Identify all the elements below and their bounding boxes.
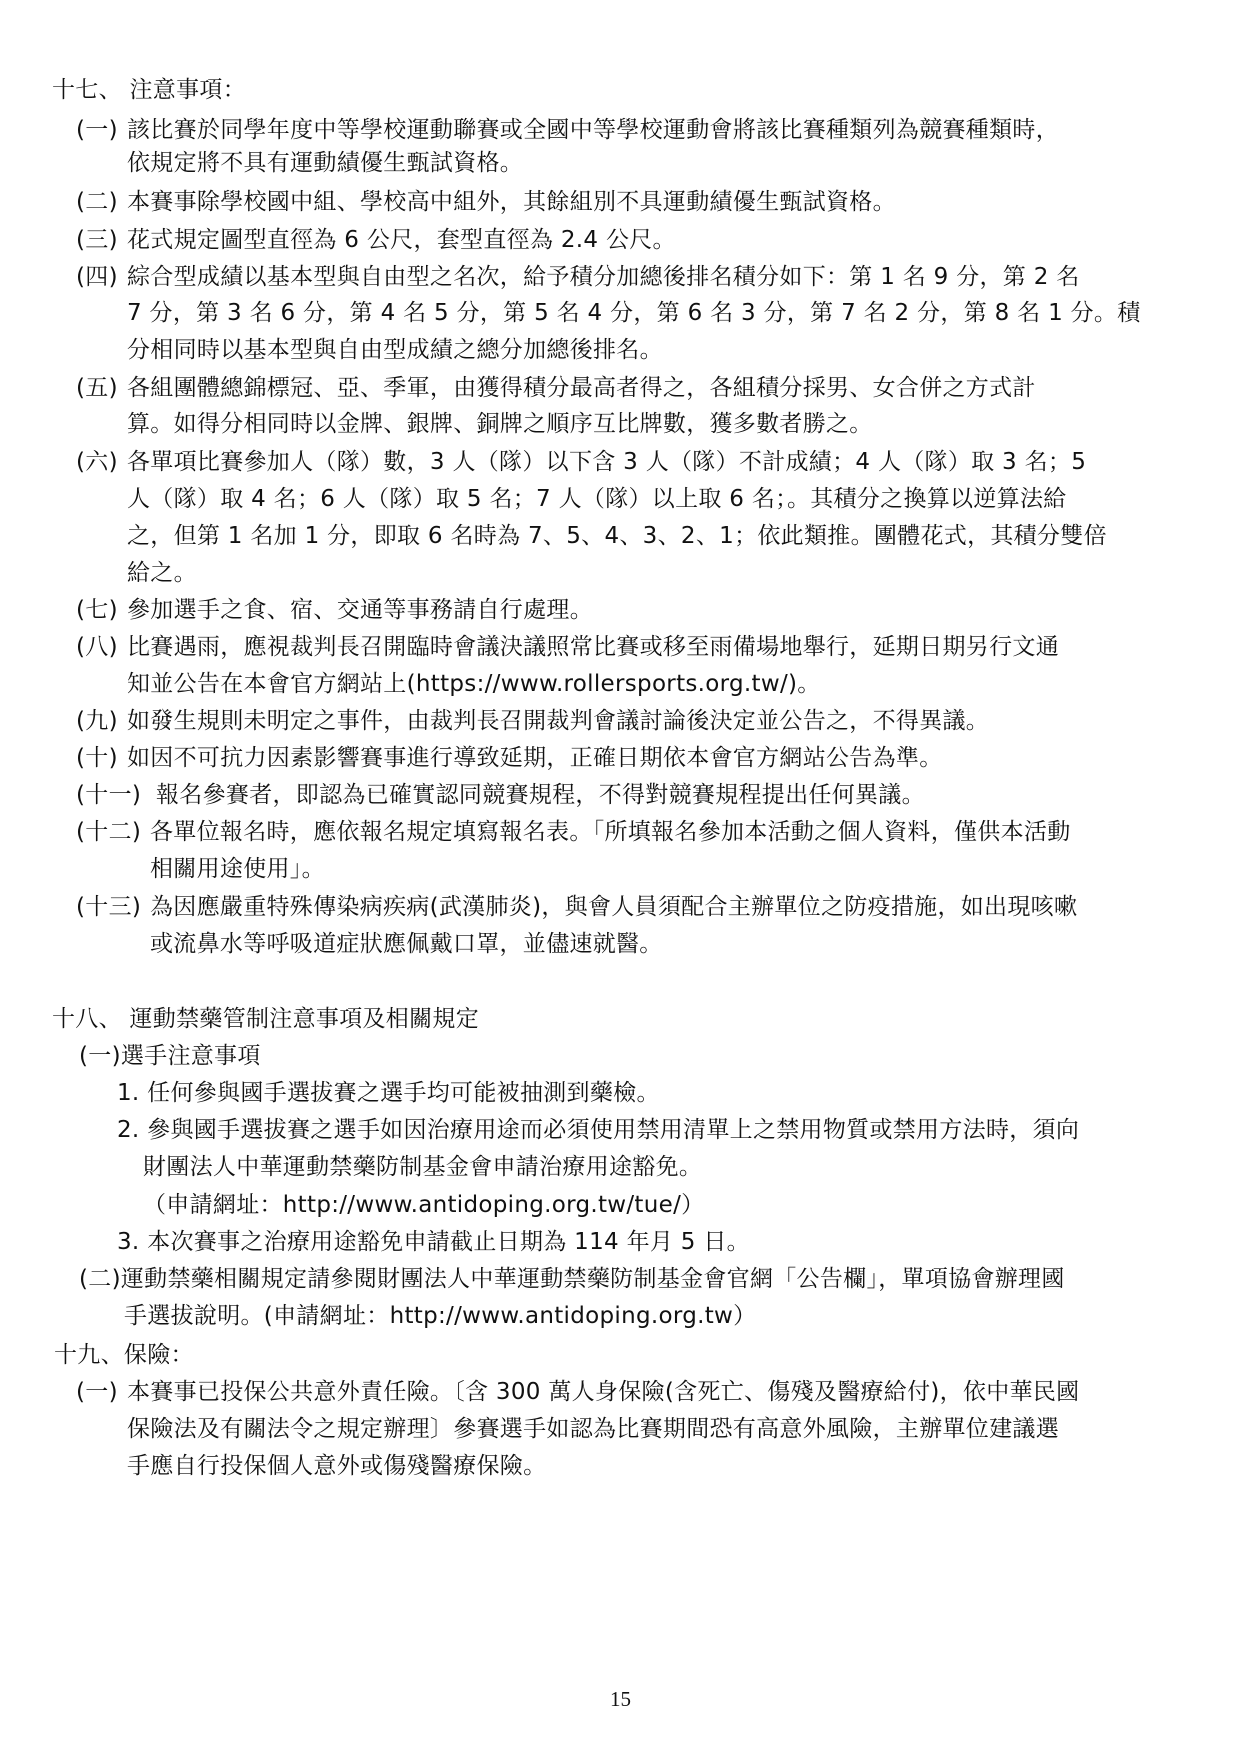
section-17-heading: 十七、 注意事項： — [52, 77, 247, 103]
item-text: 7 分，第 3 名 6 分，第 4 名 5 分，第 5 名 4 分，第 6 名 3 分，第 7 名 2 分，第 8 名 1 分。積 — [127, 300, 1141, 326]
item-label: (六) — [76, 449, 118, 475]
section-18-heading: 十八、 運動禁藥管制注意事項及相關規定 — [52, 1006, 480, 1032]
page-number: 15 — [610, 1687, 631, 1711]
item-text: 之，但第 1 名加 1 分，即取 6 名時為 7、5、4、3、2、1；依此類推。團體花式，其積分雙倍 — [127, 523, 1107, 549]
section-19-heading: 十九、保險： — [54, 1342, 194, 1368]
item-label: (五) — [76, 375, 118, 401]
item-text: 依規定將不具有運動績優生甄試資格。 — [127, 150, 524, 176]
item-label: (七) — [76, 597, 118, 623]
numbered-item: 3. 本次賽事之治療用途豁免申請截止日期為 114 年月 5 日。 — [117, 1229, 750, 1255]
numbered-item-cont: 財團法人中華運動禁藥防制基金會申請治療用途豁免。 — [143, 1154, 703, 1180]
item-text: 綜合型成績以基本型與自由型之名次，給予積分加總後排名積分如下：第 1 名 9 分，第 2 名 — [127, 264, 1080, 290]
item-text: 花式規定圖型直徑為 6 公尺，套型直徑為 2.4 公尺。 — [127, 227, 676, 253]
item-text: 各單項比賽參加人（隊）數，3 人（隊）以下含 3 人（隊）不計成績；4 人（隊）取 3 名；5 — [127, 449, 1087, 475]
item-label: (十三) — [76, 894, 142, 920]
item-text: 為因應嚴重特殊傳染病疾病(武漢肺炎)，與會人員須配合主辦單位之防疫措施，如出現咳嗽 — [150, 894, 1078, 920]
item-label: (四) — [76, 264, 118, 290]
subsection-text-cont: 手選拔說明。(申請網址：http://www.antidoping.org.tw） — [124, 1303, 757, 1329]
item-label: (二) — [76, 189, 118, 215]
item-text: 相關用途使用」。 — [150, 856, 325, 882]
item-label: (十二) — [76, 819, 142, 845]
application-url: （申請網址：http://www.antidoping.org.tw/tue/） — [143, 1192, 705, 1218]
item-text: 算。如得分相同時以金牌、銀牌、銅牌之順序互比牌數，獲多數者勝之。 — [127, 411, 873, 437]
item-text: 人（隊）取 4 名；6 人（隊）取 5 名；7 人（隊）以上取 6 名；。其積分之換算以逆算法給 — [127, 486, 1067, 512]
item-text: 分相同時以基本型與自由型成績之總分加總後排名。 — [127, 337, 663, 363]
item-text: 各組團體總錦標冠、亞、季軍，由獲得積分最高者得之，各組積分採男、女合併之方式計 — [127, 375, 1036, 401]
numbered-item: 2. 參與國手選拔賽之選手如因治療用途而必須使用禁用清單上之禁用物質或禁用方法時，須向 — [117, 1117, 1080, 1143]
item-label: (三) — [76, 227, 118, 253]
item-text: 手應自行投保個人意外或傷殘醫療保險。 — [127, 1453, 547, 1479]
item-text: 或流鼻水等呼吸道症狀應佩戴口罩，並儘速就醫。 — [150, 931, 663, 957]
item-label: (十) — [76, 745, 118, 771]
subsection-heading: (一)選手注意事項 — [79, 1043, 261, 1069]
item-label: (一) — [76, 1379, 118, 1405]
subsection-text: (二)運動禁藥相關規定請參閱財團法人中華運動禁藥防制基金會官網「公告欄」，單項協會辦理國 — [79, 1266, 1065, 1292]
item-label: (一) — [76, 117, 118, 143]
item-label: (八) — [76, 634, 118, 660]
numbered-item: 1. 任何參與國手選拔賽之選手均可能被抽測到藥檢。 — [117, 1080, 660, 1106]
item-text: 如因不可抗力因素影響賽事進行導致延期，正確日期依本會官方網站公告為準。 — [127, 745, 943, 771]
item-text: 本賽事已投保公共意外責任險。〔含 300 萬人身保險(含死亡、傷殘及醫療給付)，依中華民國 — [127, 1379, 1080, 1405]
item-text: 參加選手之食、宿、交通等事務請自行處理。 — [127, 597, 593, 623]
item-text: 各單位報名時，應依報名規定填寫報名表。「所填報名參加本活動之個人資料，僅供本活動 — [150, 819, 1071, 845]
item-text: 如發生規則未明定之事件，由裁判長召開裁判會議討論後決定並公告之，不得異議。 — [127, 708, 990, 734]
item-text: 保險法及有關法令之規定辦理〕參賽選手如認為比賽期間恐有高意外風險，主辦單位建議選 — [127, 1416, 1059, 1442]
item-text: 給之。 — [127, 560, 197, 586]
item-label: (九) — [76, 708, 118, 734]
item-text: 知並公告在本會官方網站上(https://www.rollersports.org.tw/)。 — [127, 671, 821, 697]
item-text: 該比賽於同學年度中等學校運動聯賽或全國中等學校運動會將該比賽種類列為競賽種類時， — [127, 117, 1059, 143]
item-text: 報名參賽者，即認為已確實認同競賽規程，不得對競賽規程提出任何異議。 — [156, 782, 925, 808]
item-label: (十一) — [76, 782, 142, 808]
item-text: 比賽遇雨，應視裁判長召開臨時會議決議照常比賽或移至雨備場地舉行，延期日期另行文通 — [127, 634, 1059, 660]
item-text: 本賽事除學校國中組、學校高中組外，其餘組別不具運動績優生甄試資格。 — [127, 189, 896, 215]
